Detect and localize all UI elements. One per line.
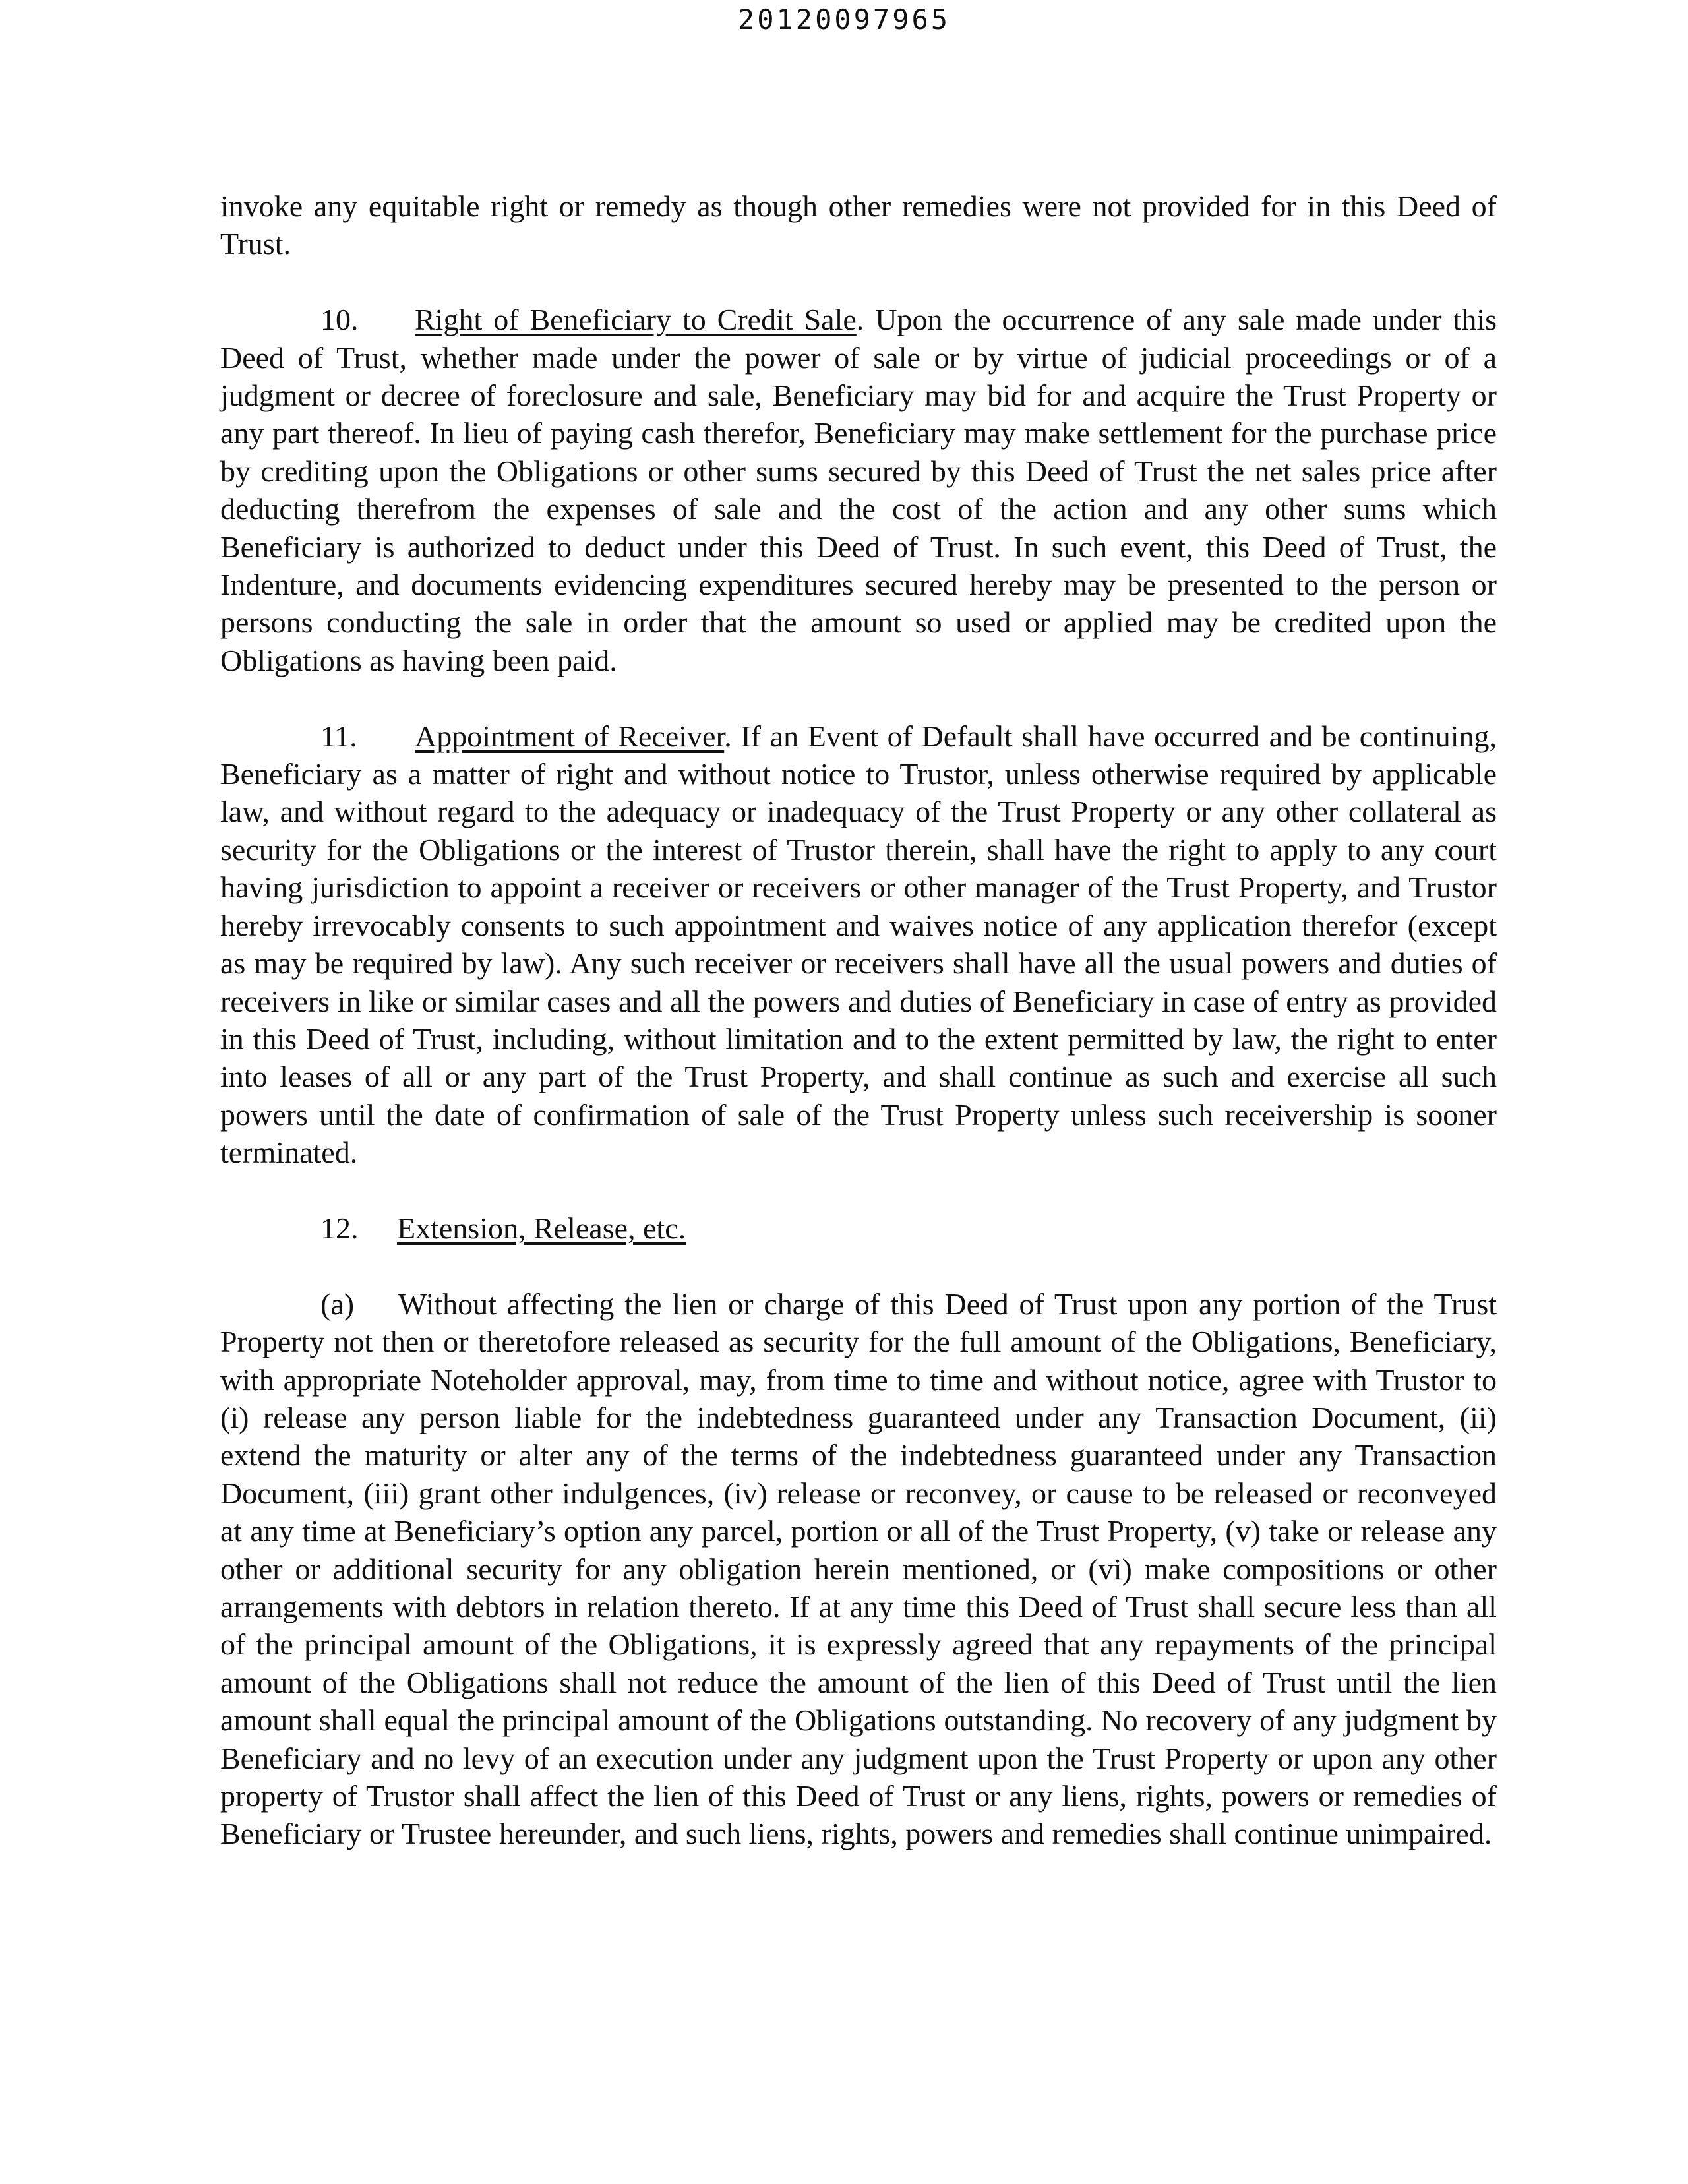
section-12a bbox=[220, 1285, 1497, 1853]
paragraph-text: invoke any equitable right or remedy as though other remedies were not provided for in this Deed of Trust. bbox=[220, 189, 1497, 261]
section-12 bbox=[220, 1209, 1497, 1247]
section-10 bbox=[220, 301, 1497, 679]
section-text: . Upon the occurrence of any sale made under this Deed of Trust, whether made under the power of sale or by virtue of judicial proceedings or of a judgment or decree of foreclosure and sale, Beneficiary may bid for and acquire the Trust Property or any part thereof. In lieu of paying cash therefor, Beneficiary may make settlement for the purchase price by crediting upon the Obligations or other sums secured by this Deed of Trust the net sales price after deducting therefrom the expenses of sale and the cost of the action and any other sums which Beneficiary is authorized to deduct under this Deed of Trust. In such event, this Deed of Trust, the Indenture, and documents evidencing expenditures secured hereby may be presented to the person or persons conducting the sale in order that the amount so used or applied may be credited upon the Obligations as having been paid. bbox=[220, 303, 1497, 677]
paragraph-continuation bbox=[220, 187, 1497, 263]
subsection-text: Without affecting the lien or charge of this Deed of Trust upon any portion of the Trust Property not then or theretofore released as security for the full amount of the Obligations, Beneficiary, with appropriate Noteholder approval, may, from time to time and without notice, agree with Trustor to (i) release any person liable for the indebtedness guaranteed under any Transaction Document, (ii) extend the maturity or alter any of the terms of the indebtedness guaranteed under any Transaction Document, (iii) grant other indulgences, (iv) release or reconvey, or cause to be released or reconveyed at any time at Beneficiary’s option any parcel, portion or all of the Trust Property, (v) take or release any other or additional security for any obligation herein mentioned, or (vi) make compositions or other arrangements with debtors in relation thereto. If at any time this Deed of Trust shall secure less than all of the principal amount of the Obligations, it is expressly agreed that any repayments of the principal amount of the Obligations shall not reduce the amount of the lien of this Deed of Trust until the lien amount shall equal the principal amount of the Obligations outstanding. No recovery of any judgment by Beneficiary and no levy of an execution under any judgment upon the Trust Property or upon any other property of Trustor shall affect the lien of this Deed of Trust or any liens, rights, powers or remedies of Beneficiary or Trustee hereunder, and such liens, rights, powers and remedies shall continue unimpaired. bbox=[220, 1287, 1497, 1851]
section-heading: Right of Beneficiary to Credit Sale bbox=[415, 303, 857, 337]
subsection-label: (a) bbox=[320, 1287, 355, 1321]
section-heading: Appointment of Receiver bbox=[415, 719, 725, 753]
section-number: 12. bbox=[320, 1211, 359, 1245]
section-text: . If an Event of Default shall have occurred and be continuing, Beneficiary as a matter of right and without notice to Trustor, unless otherwise required by applicable law, and without regard to the adequacy or inadequacy of the Trust Property or any other collateral as security for the Obligations or the interest of Trustor therein, shall have the right to apply to any court having jurisdiction to appoint a receiver or receivers or other manager of the Trust Property, and Trustor hereby irrevocably consents to such appointment and waives notice of any application therefor (except as may be required by law). Any such receiver or receivers shall have all the usual powers and duties of receivers in like or similar cases and all the powers and duties of Beneficiary in case of entry as provided in this Deed of Trust, including, without limitation and to the extent permitted by law, the right to enter into leases of all or any part of the Trust Property, and shall continue as such and exercise all such powers until the date of confirmation of sale of the Trust Property unless such receivership is sooner terminated. bbox=[220, 719, 1497, 1170]
document-body bbox=[220, 187, 1497, 1853]
section-11 bbox=[220, 717, 1497, 1172]
section-number: 10. bbox=[320, 303, 359, 337]
section-number: 11. bbox=[320, 719, 357, 753]
document-number: 20120097965 bbox=[737, 3, 951, 36]
section-heading: Extension, Release, etc. bbox=[397, 1211, 686, 1245]
